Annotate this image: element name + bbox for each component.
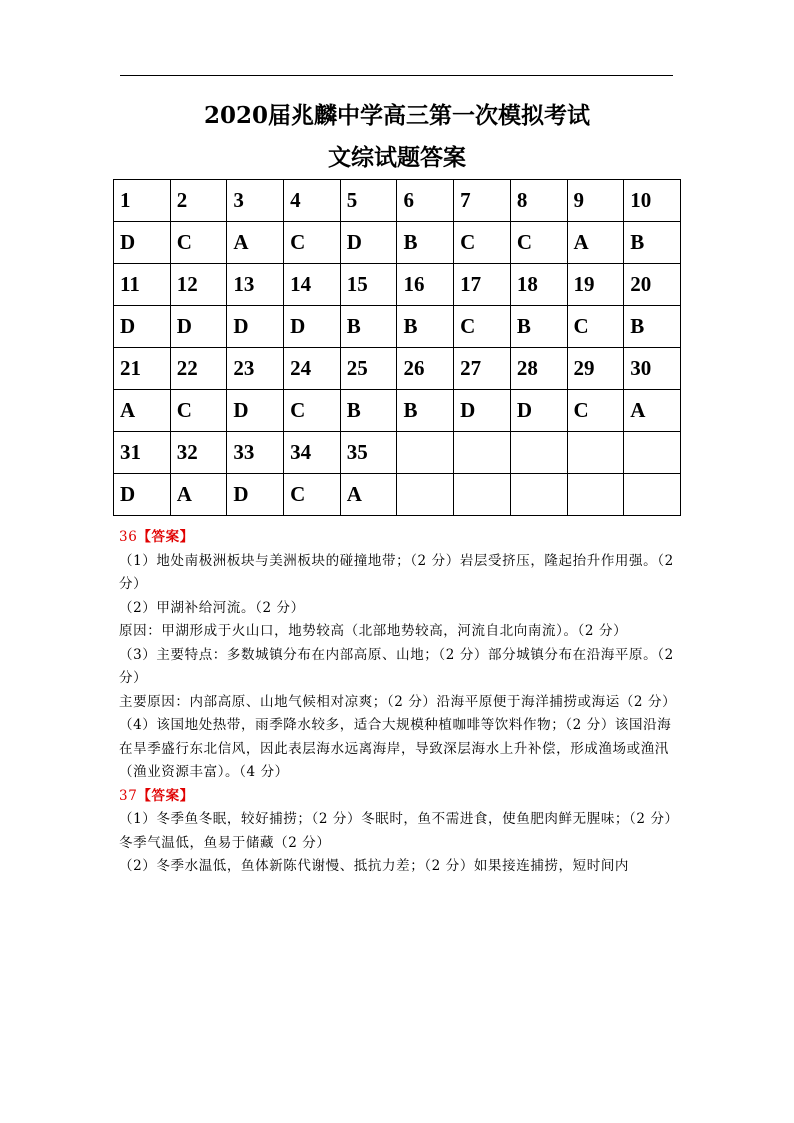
answer-cell: C [454, 306, 511, 348]
question-number-cell: 32 [170, 432, 227, 474]
answer-cell: B [397, 390, 454, 432]
answer-cell: D [510, 390, 567, 432]
answer-cell: B [624, 222, 681, 264]
question-number-cell: 15 [340, 264, 397, 306]
question-number-row [114, 432, 681, 474]
answer-cell [510, 474, 567, 516]
question-number-cell [397, 432, 454, 474]
answer-cell: D [114, 474, 171, 516]
q36-header: 36【答案】 [119, 529, 194, 545]
answer-cell: C [170, 390, 227, 432]
answer-row [114, 306, 681, 348]
question-number-cell: 24 [284, 348, 341, 390]
question-number-cell: 4 [284, 180, 341, 222]
answer-cell: B [397, 222, 454, 264]
question-number-cell: 17 [454, 264, 511, 306]
question-number-cell: 8 [510, 180, 567, 222]
q37-part1: （1）冬季鱼冬眠，较好捕捞；（2 分）冬眠时，鱼不需进食，使鱼肥肉鲜无腥味；（2 分）冬季气温低，鱼易于储藏（2 分） [119, 811, 672, 851]
answer-row [114, 222, 681, 264]
q36-part1: （1）地处南极洲板块与美洲板块的碰撞地带；（2 分）岩层受挤压，隆起抬升作用强。（2 分） [119, 552, 674, 592]
answer-cell: A [227, 222, 284, 264]
answer-cell: D [114, 306, 171, 348]
question-number-cell: 21 [114, 348, 171, 390]
question-number-cell: 20 [624, 264, 681, 306]
answer-cell: B [624, 306, 681, 348]
answer-cell: B [510, 306, 567, 348]
question-number-cell: 9 [567, 180, 624, 222]
question-number-cell [510, 432, 567, 474]
header-rule [120, 75, 673, 76]
answer-cell: D [284, 306, 341, 348]
answer-row [114, 390, 681, 432]
answer-cell: D [227, 306, 284, 348]
answer-cell: D [340, 222, 397, 264]
answer-cell: C [510, 222, 567, 264]
page-title: 2020届兆麟中学高三第一次模拟考试 [203, 102, 590, 129]
answer-cell: C [170, 222, 227, 264]
question-number-cell: 1 [114, 180, 171, 222]
page-subtitle: 文综试题答案 [328, 144, 466, 171]
question-number-cell [567, 432, 624, 474]
answer-cell: D [170, 306, 227, 348]
answer-cell: D [454, 390, 511, 432]
answer-cell: A [170, 474, 227, 516]
question-number-cell: 35 [340, 432, 397, 474]
question-number-row [114, 348, 681, 390]
answer-cell [397, 474, 454, 516]
question-number-cell: 26 [397, 348, 454, 390]
answer-cell: D [227, 390, 284, 432]
q37-header: 37【答案】 [119, 787, 194, 804]
question-number-cell [454, 432, 511, 474]
answer-cell: C [567, 390, 624, 432]
answer-cell: A [624, 390, 681, 432]
question-number-cell: 19 [567, 264, 624, 306]
question-number-cell: 27 [454, 348, 511, 390]
question-number-cell: 28 [510, 348, 567, 390]
q36-part2: （2）甲湖补给河流。（2 分） [119, 599, 305, 616]
q36-part3: （3）主要特点：多数城镇分布在内部高原、山地；（2 分）部分城镇分布在沿海平原。（2 分） [119, 646, 674, 686]
answer-cell: C [454, 222, 511, 264]
question-number-cell: 7 [454, 180, 511, 222]
question-number-cell: 6 [397, 180, 454, 222]
question-number-row [114, 180, 681, 222]
question-number-cell: 11 [114, 264, 171, 306]
question-number-cell: 14 [284, 264, 341, 306]
answer-cell: C [284, 222, 341, 264]
q36-part2-reason: 原因：甲湖形成于火山口，地势较高（北部地势较高，河流自北向南流）。（2 分） [119, 623, 628, 639]
question-number-cell: 22 [170, 348, 227, 390]
question-number-cell: 2 [170, 180, 227, 222]
question-number-cell: 31 [114, 432, 171, 474]
question-number-cell [624, 432, 681, 474]
question-number-cell: 13 [227, 264, 284, 306]
answer-cell: A [567, 222, 624, 264]
answer-cell [624, 474, 681, 516]
answer-row [114, 474, 681, 516]
question-number-cell: 25 [340, 348, 397, 390]
question-number-cell: 30 [624, 348, 681, 390]
question-number-cell: 12 [170, 264, 227, 306]
answer-table [113, 179, 681, 516]
q36-part3-reason: 主要原因：内部高原、山地气候相对凉爽；（2 分）沿海平原便于海洋捕捞或海运（2 分） [119, 693, 677, 710]
question-number-cell: 5 [340, 180, 397, 222]
question-number-cell: 33 [227, 432, 284, 474]
answer-explanations [119, 526, 675, 879]
question-number-cell: 3 [227, 180, 284, 222]
answer-cell: A [114, 390, 171, 432]
q36-part4: （4）该国地处热带，雨季降水较多，适合大规模种植咖啡等饮料作物；（2 分）该国沿海在旱季盛行东北信风，因此表层海水远离海岸，导致深层海水上升补偿，形成渔场或渔汛（渔业资源丰富）。（4 分） [119, 717, 672, 780]
answer-cell: B [340, 306, 397, 348]
question-number-cell: 29 [567, 348, 624, 390]
question-number-row [114, 264, 681, 306]
question-number-cell: 18 [510, 264, 567, 306]
question-number-cell: 23 [227, 348, 284, 390]
answer-cell: C [567, 306, 624, 348]
answer-cell: D [227, 474, 284, 516]
question-number-cell: 34 [284, 432, 341, 474]
q37-part2: （2）冬季水温低，鱼体新陈代谢慢、抵抗力差；（2 分）如果接连捕捞，短时间内 [119, 858, 630, 874]
answer-cell: C [284, 474, 341, 516]
answer-cell: B [397, 306, 454, 348]
answer-cell: A [340, 474, 397, 516]
question-number-cell: 10 [624, 180, 681, 222]
answer-cell [454, 474, 511, 516]
question-number-cell: 16 [397, 264, 454, 306]
answer-cell: B [340, 390, 397, 432]
answer-cell: D [114, 222, 171, 264]
answer-cell [567, 474, 624, 516]
answer-cell: C [284, 390, 341, 432]
